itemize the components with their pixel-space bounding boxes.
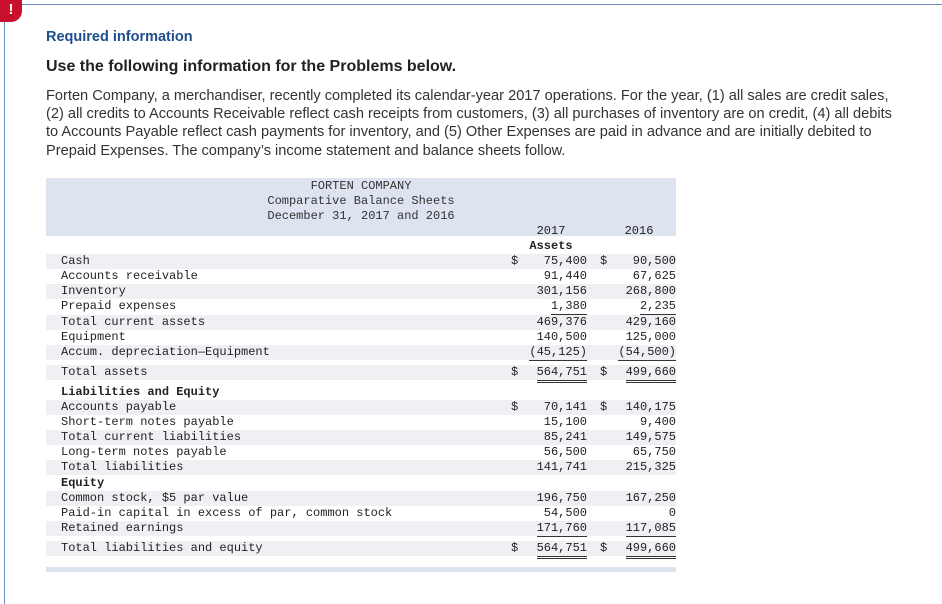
value-2017: 564,751 (537, 541, 587, 559)
alert-icon: ! (0, 0, 22, 22)
table-row (46, 491, 676, 506)
value-2016: 90,500 (632, 254, 676, 268)
problem-description: Forten Company, a merchandiser, recently completed its calendar-year 2017 operations. For the year, (1) all sales are credit sales, (2) all credits to Accounts Receivable reflect cash receipts from customers, (3) all purchases of inventory are on credit, (4) all debits to Accounts Payable reflect cash payments for inventory, and (5) Other Expenses are paid in advance and are initially debited to Prepaid Expenses. The company’s income statement and balance sheets follow. (46, 88, 892, 159)
value-2016: 167,250 (625, 491, 676, 505)
table-row (46, 385, 676, 400)
value-2017: 1,380 (550, 299, 587, 313)
value-2016: 215,325 (625, 460, 676, 474)
required-information-heading: Required information (46, 29, 193, 45)
row-label: Accounts payable (61, 400, 177, 414)
value-2017: 70,141 (543, 400, 587, 414)
value-2016: 9,400 (639, 415, 676, 429)
value-2016: 149,575 (625, 430, 676, 444)
value-2017: 85,241 (543, 430, 587, 444)
table-row (46, 400, 676, 415)
value-2016: 429,160 (625, 315, 676, 329)
statement-date: December 31, 2017 and 2016 (267, 209, 455, 223)
table-row (46, 284, 676, 299)
row-label: Common stock, $5 par value (61, 491, 249, 505)
row-label: Cash (61, 254, 90, 268)
table-row (46, 299, 676, 314)
row-label: Total liabilities and equity (61, 541, 263, 555)
table-row (46, 269, 676, 284)
value-2017: 91,440 (543, 269, 587, 283)
company-name: FORTEN COMPANY (310, 179, 412, 193)
row-label: Long-term notes payable (61, 445, 227, 459)
table-row (46, 315, 676, 330)
row-label: Liabilities and Equity (61, 385, 220, 399)
value-2017: 469,376 (536, 315, 587, 329)
value-2017: 171,760 (536, 521, 587, 535)
table-row (46, 415, 676, 430)
instructions-subheading: Use the following information for the Problems below. (46, 58, 457, 75)
table-row (46, 521, 676, 536)
row-label: Equity (61, 476, 105, 490)
table-row (46, 345, 676, 360)
dollar-sign-2016: $ (600, 541, 608, 555)
value-2016: 117,085 (625, 521, 676, 535)
row-label: Total current liabilities (61, 430, 242, 444)
table-row (46, 430, 676, 445)
value-2016: 67,625 (632, 269, 676, 283)
value-2016: 140,175 (625, 400, 676, 414)
value-2016: 0 (668, 506, 676, 520)
table-footer-band (46, 567, 676, 572)
row-label: Short-term notes payable (61, 415, 234, 429)
row-label: Total current assets (61, 315, 206, 329)
value-2017: 56,500 (543, 445, 587, 459)
table-row (46, 330, 676, 345)
table-row (46, 476, 676, 491)
table-row (46, 365, 676, 380)
row-label: Total assets (61, 365, 148, 379)
row-label: Prepaid expenses (61, 299, 177, 313)
table-row (46, 254, 676, 269)
row-label: Paid-in capital in excess of par, common stock (61, 506, 393, 520)
row-label: Retained earnings (61, 521, 184, 535)
value-2017: (45,125) (529, 345, 587, 359)
row-label: Accum. depreciation—Equipment (61, 345, 270, 359)
value-2017: 75,400 (543, 254, 587, 268)
table-row (46, 460, 676, 475)
table-row (46, 445, 676, 460)
value-2016: (54,500) (618, 345, 676, 359)
row-label: Accounts receivable (61, 269, 198, 283)
dollar-sign-2017: $ (511, 541, 519, 555)
value-2017: 15,100 (543, 415, 587, 429)
row-label: Inventory (61, 284, 126, 298)
row-label: Total liabilities (61, 460, 184, 474)
dollar-sign-2016: $ (600, 254, 608, 268)
dollar-sign-2017: $ (511, 365, 519, 379)
value-2016: 499,660 (626, 365, 676, 383)
value-2017: 564,751 (537, 365, 587, 383)
dollar-sign-2017: $ (511, 254, 519, 268)
value-2016: 2,235 (639, 299, 676, 313)
value-2017: 140,500 (536, 330, 587, 344)
value-2017: 196,750 (536, 491, 587, 505)
column-header-2016: 2016 (624, 224, 654, 238)
value-2016: 499,660 (626, 541, 676, 559)
table-row (46, 541, 676, 556)
table-row (46, 506, 676, 521)
dollar-sign-2016: $ (600, 365, 608, 379)
row-label: Equipment (61, 330, 126, 344)
value-2016: 65,750 (632, 445, 676, 459)
value-2017: 141,741 (536, 460, 587, 474)
dollar-sign-2017: $ (511, 400, 519, 414)
value-2017: 54,500 (543, 506, 587, 520)
value-2017: 301,156 (536, 284, 587, 298)
value-2016: 125,000 (625, 330, 676, 344)
dollar-sign-2016: $ (600, 400, 608, 414)
statement-title: Comparative Balance Sheets (267, 194, 455, 208)
column-header-2017: 2017 (536, 224, 566, 238)
value-2016: 268,800 (625, 284, 676, 298)
balance-sheet-table (46, 178, 676, 572)
assets-header: Assets (529, 239, 573, 253)
